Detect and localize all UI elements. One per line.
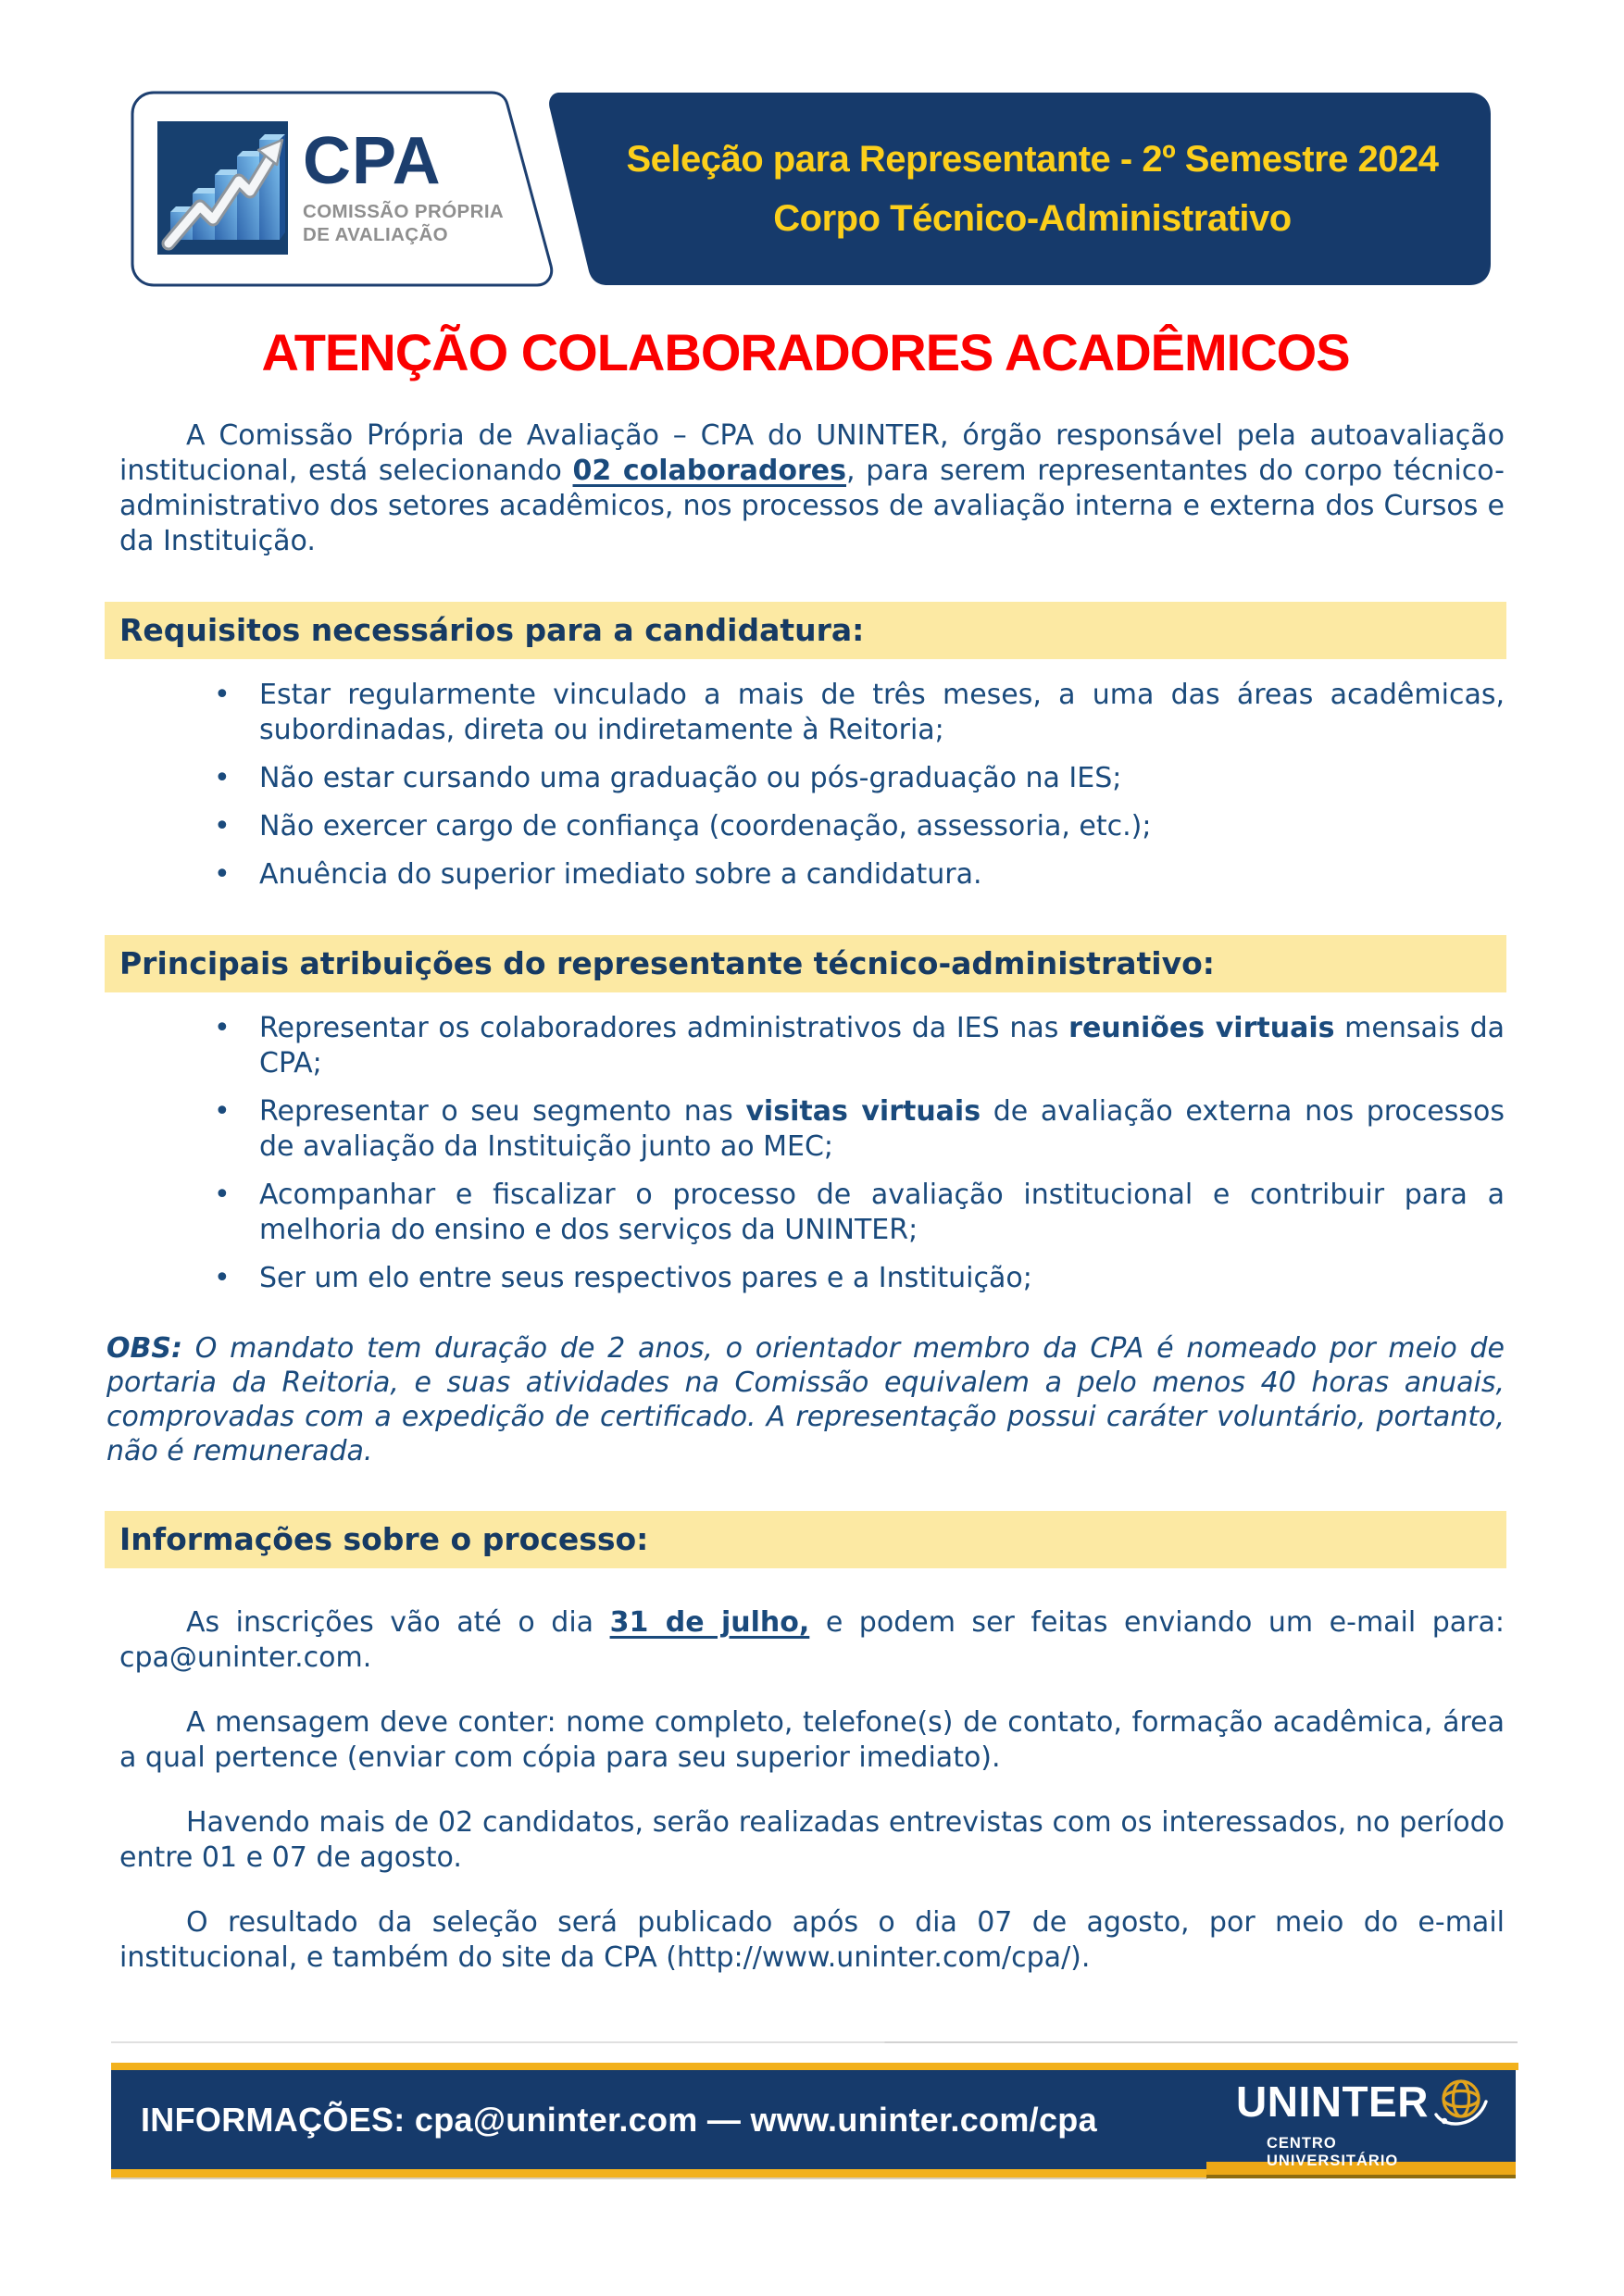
duties-list <box>105 1011 1506 1296</box>
page-title: ATENÇÃO COLABORADORES ACADÊMICOS <box>261 323 1350 381</box>
info-paragraph-3: Havendo mais de 02 candidatos, serão realizadas entrevistas com os interessados, no período entre 01 e 07 de agosto. <box>119 1806 1505 1874</box>
uninter-logo-panel <box>1206 2070 1516 2169</box>
logo-subtitle <box>303 200 504 246</box>
globe-icon <box>1432 2074 1493 2135</box>
uninter-logo <box>1206 2070 1516 2175</box>
info-paragraph-2: A mensagem deve conter: nome completo, telefone(s) de contato, formação acadêmica, área a qual pertence (enviar com cópia para seu superior imediato). <box>119 1706 1505 1774</box>
intro-paragraph: A Comissão Própria de Avaliação – CPA do UNINTER, órgão responsável pela autoavaliação institucional, está selecionando 02 colaboradores, para serem representantes do corpo técnico-administrativo dos setores acadêmicos, nos processos de avaliação interna e externa dos Cursos e da Instituição. <box>119 419 1505 557</box>
uninter-wordmark: UNINTER <box>1236 2078 1429 2126</box>
obs-paragraph: OBS: O mandato tem duração de 2 anos, o orientador membro da CPA é nomeado por meio de portaria da Reitoria, e suas atividades na Comissão equivalem a pelo menos 40 horas anuais, comprovadas com a expedição de certificado. A representação possui caráter voluntário, portanto, não é remunerada. <box>106 1332 1505 1467</box>
info-paragraph-4: O resultado da seleção será publicado após o dia 07 de agosto, por meio do e-mail institucional, e também do site da CPA (http://www.uninter.com/cpa/). <box>119 1906 1505 1974</box>
content-divider <box>111 2041 1518 2043</box>
logo-subtitle-line2: DE AVALIAÇÃO <box>303 224 449 245</box>
section-heading-requisitos: Requisitos necessários para a candidatura: <box>105 602 1506 659</box>
banner-line-1: Seleção para Representante - 2º Semestre 2024 <box>626 139 1439 180</box>
list-item: • Representar o seu segmento nas visitas virtuais de avaliação externa nos processos de avaliação da Instituição junto ao MEC; <box>105 1094 1506 1165</box>
footer <box>111 2063 1518 2177</box>
section-heading-informacoes: Informações sobre o processo: <box>105 1511 1506 1568</box>
list-item: • Anuência do superior imediato sobre a candidatura. <box>105 857 1506 892</box>
requirements-list <box>105 678 1506 892</box>
list-item: • Não estar cursando uma graduação ou pós-graduação na IES; <box>105 761 1506 796</box>
cpa-logo-text <box>303 124 505 246</box>
header-banner <box>593 93 1472 285</box>
uninter-subtitle-line2: UNIVERSITÁRIO <box>1267 2152 1399 2169</box>
header <box>0 0 1624 315</box>
cpa-logo <box>157 121 288 255</box>
list-item: • Representar os colaboradores administrativos da IES nas reuniões virtuais mensais da CPA; <box>105 1011 1506 1081</box>
logo-acronym: CPA <box>303 124 442 198</box>
list-item: • Ser um elo entre seus respectivos pares e a Instituição; <box>105 1261 1506 1296</box>
info-paragraph-1: As inscrições vão até o dia 31 de julho, e podem ser feitas enviando um e-mail para: cpa@uninter.com. <box>119 1606 1505 1674</box>
stairs-growth-arrow-icon <box>157 121 288 255</box>
footer-gold-strip-bottom <box>111 2169 1207 2177</box>
logo-subtitle-line1: COMISSÃO PRÓPRIA <box>303 201 505 222</box>
footer-info-bar <box>111 2070 1207 2169</box>
banner-line-2: Corpo Técnico-Administrativo <box>773 198 1292 239</box>
uninter-subtitle <box>1267 2135 1516 2170</box>
list-item: • Acompanhar e fiscalizar o processo de avaliação institucional e contribuir para a melhoria do ensino e dos serviços da UNINTER; <box>105 1178 1506 1248</box>
footer-gold-strip-top <box>111 2063 1518 2070</box>
list-item: • Não exercer cargo de confiança (coordenação, assessoria, etc.); <box>105 809 1506 844</box>
footer-info-text: INFORMAÇÕES: cpa@uninter.com — www.uninter.com/cpa <box>141 2100 1097 2139</box>
section-heading-atribuicoes: Principais atribuições do representante técnico-administrativo: <box>105 935 1506 992</box>
list-item: • Estar regularmente vinculado a mais de três meses, a uma das áreas acadêmicas, subordinadas, direta ou indiretamente à Reitoria; <box>105 678 1506 748</box>
uninter-subtitle-line1: CENTRO <box>1267 2135 1337 2152</box>
main-content <box>105 324 1506 1976</box>
